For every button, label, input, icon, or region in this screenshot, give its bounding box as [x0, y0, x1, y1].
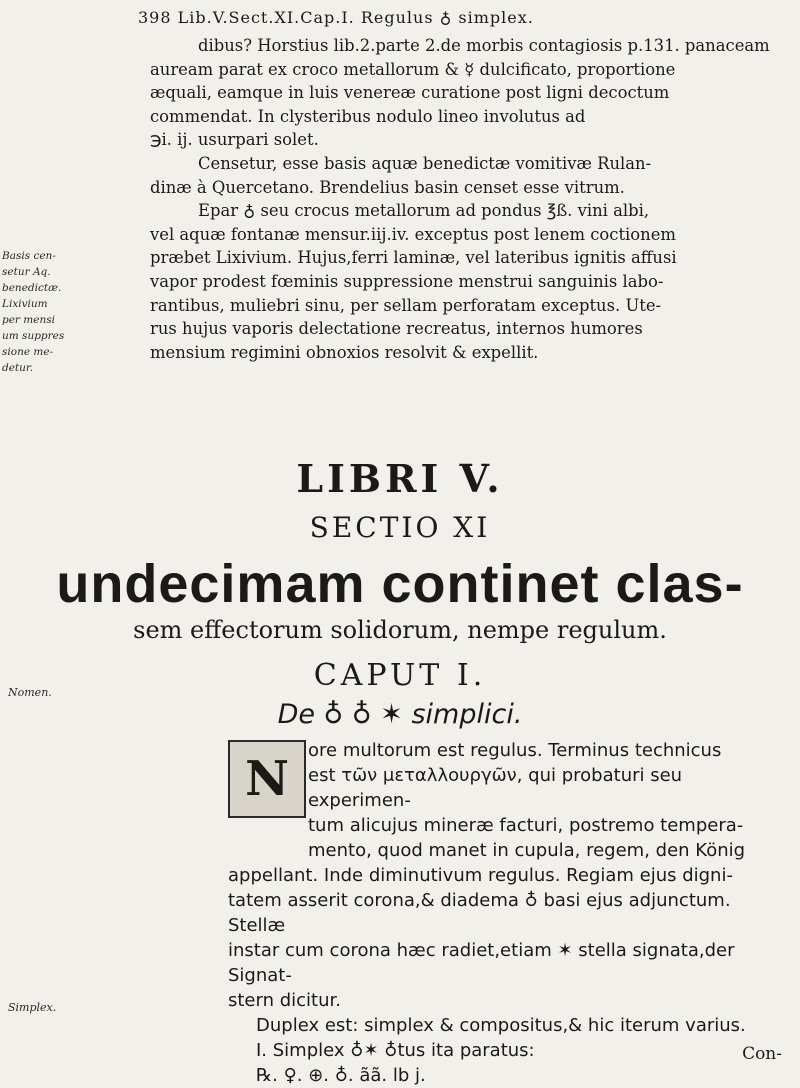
text-line: appellant. Inde diminutivum regulus. Regiam ejus digni- — [228, 865, 733, 886]
book-title: LIBRI V. — [296, 456, 504, 501]
text-line: æquali, eamque in luis venereæ curatione post ligni decoctum — [150, 83, 670, 103]
text-line: vel aquæ fontanæ mensur.iij.iv. exceptus post lenem coctionem — [150, 224, 676, 244]
text-line: Censetur, esse basis aquæ benedictæ vomitivæ Rulan- — [198, 154, 652, 173]
text-line: ore multorum est regulus. Terminus technicus — [308, 740, 722, 761]
margin-note-simplex: Simplex. — [8, 1001, 57, 1014]
text-line: tum alicujus mineræ facturi, postremo tempera- — [308, 815, 744, 836]
margin-notes — [2, 248, 98, 376]
margin-note-line: Basis cen- — [2, 250, 56, 262]
chapter-body — [228, 738, 782, 1088]
text-line: mento, quod manet in cupula, regem, den König — [308, 840, 746, 861]
text-line: dinæ à Quercetano. Brendelius basin censet esse vitrum. — [150, 177, 625, 197]
margin-note-line: detur. — [2, 362, 34, 374]
paragraph-panacea — [150, 34, 784, 152]
text-line: vapor prodest fœminis suppressione menstrui sanguinis labo- — [150, 271, 664, 291]
margin-note-line: benedictæ. — [2, 282, 62, 294]
text-line: præbet Lixivium. Hujus,ferri laminæ, vel lateribus ignitis affusi — [150, 248, 677, 268]
text-line: I. Simplex ♁✶ ♁tus ita paratus: — [256, 1040, 535, 1061]
text-line: Epar ♁ seu crocus metallorum ad pondus ℥ß. vini albi, — [198, 201, 650, 221]
margin-note-nomen: Nomen. — [8, 686, 52, 699]
text-line: ℈i. ij. usurpari solet. — [150, 130, 319, 150]
section-subheading: sem effectorum solidorum, nempe regulum. — [133, 616, 667, 644]
margin-note-line: setur Aq. — [2, 266, 51, 278]
text-line: dibus? Horstius lib.2.parte 2.de morbis contagiosis p.131. panaceam — [198, 36, 770, 55]
recipe-line: ℞. ♀. ⊕. ♁. ãã. lb j. — [256, 1065, 426, 1086]
paragraph-basis — [150, 152, 784, 364]
catchword: Con- — [742, 1044, 782, 1064]
text-line: stern dicitur. — [228, 990, 341, 1011]
section-heading: undecimam continet clas- — [56, 554, 744, 614]
margin-note-line: sione me- — [2, 346, 54, 358]
chapter-title: CAPUT I. — [313, 658, 487, 693]
running-header: 398 Lib.V.Sect.XI.Cap.I. Regulus ♁ simplex. — [138, 8, 534, 27]
text-line: auream parat ex croco metallorum & ☿ dulcificato, proportione — [150, 59, 676, 79]
section-title: SECTIO XI — [309, 511, 491, 544]
chapter-subtitle: De ♁ ♁ ✶ simplici. — [277, 699, 523, 730]
text-line: mensium regimini obnoxios resolvit & expellit. — [150, 342, 539, 362]
margin-note-line: per mensi — [2, 314, 55, 326]
text-line: rantibus, muliebri sinu, per sellam perforatam exceptus. Ute- — [150, 295, 662, 315]
text-line: tatem asserit corona,& diadema ♁ basi ejus adjunctum. Stellæ — [228, 890, 731, 936]
text-line: Duplex est: simplex & compositus,& hic iterum varius. — [256, 1015, 746, 1036]
margin-note-line: Lixivium — [2, 298, 48, 310]
text-line: commendat. In clysteribus nodulo lineo involutus ad — [150, 106, 586, 126]
text-line: rus hujus vaporis delectatione recreatus, internos humores — [150, 319, 643, 339]
decorated-initial: N — [228, 740, 306, 818]
text-line: instar cum corona hæc radiet,etiam ✶ stella signata,der Signat- — [228, 940, 735, 986]
text-line: est τῶν μεταλλουργῶν, qui probaturi seu experimen- — [308, 765, 683, 811]
margin-note-line: um suppres — [2, 330, 65, 342]
